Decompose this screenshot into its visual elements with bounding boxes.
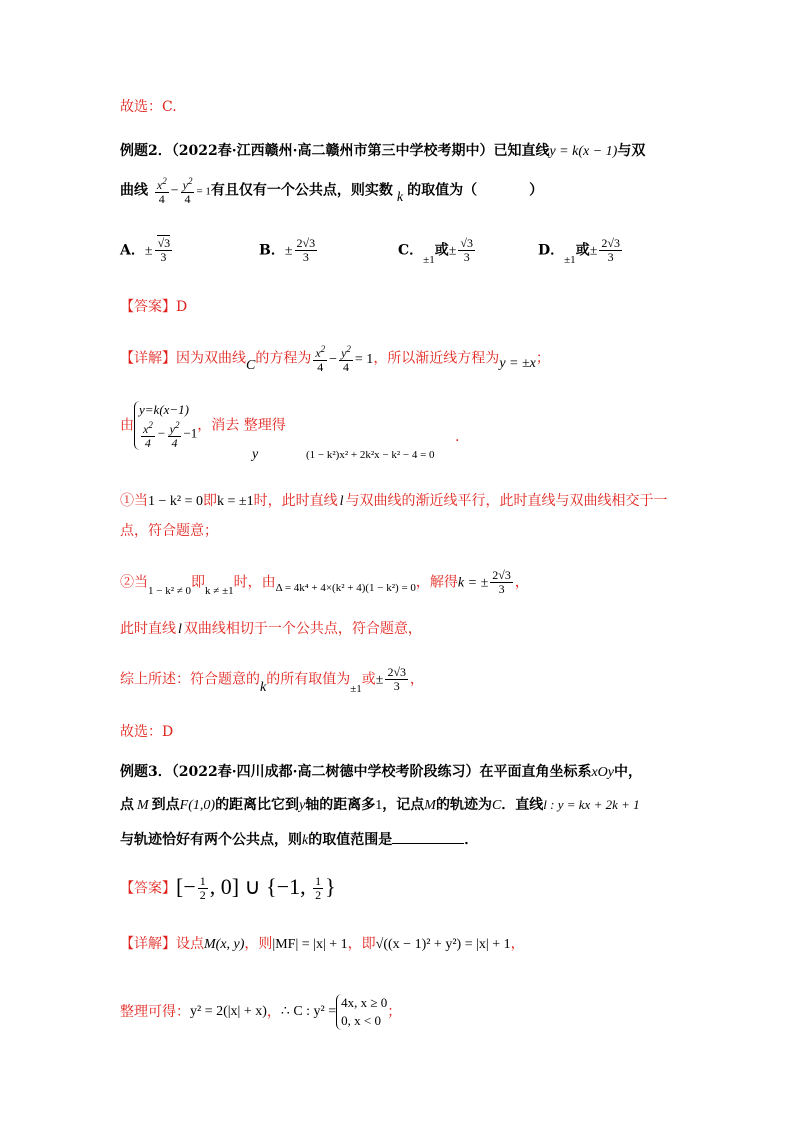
example2-line2: 曲线 $\frac{x^2}{4}$ − $\frac{y^2}{4}$ = 1有且仅有一个公共点，则实数 k 的取值为（ ） xyxy=(120,176,544,206)
case1-line2: 点，符合题意； xyxy=(120,523,218,539)
option-c[interactable]: C．$_{\pm 1}$或± $\frac{√3}{3}$ xyxy=(398,236,473,266)
equals-one: = 1 xyxy=(196,185,211,198)
answer-blank[interactable] xyxy=(392,829,464,844)
fraction-x2-4: $\frac{x^2}{4}$ xyxy=(156,176,167,206)
eliminated-var: y xyxy=(252,447,259,462)
summary-line: 综上所述：符合题意的k的所有取值为$_{\pm 1}$或± $\frac{2√3}{3}$ ， xyxy=(120,665,425,695)
case2-line: ②当$_{1 - k^2 \ne 0}$即$_{k \ne \pm 1}$时，由$_{\Delta = 4k^4 + 4\times(k^2 + 4)(1 - k^2) = 0}$，解得k = ± $\frac{2√3}{3}$ ， xyxy=(120,568,529,597)
detail-line2: 由 y=k(x−1) $\frac{x^2}{4}$ − $\frac{y^2}{4}$ −1 ，消去 整理得 xyxy=(120,402,286,450)
example3-line2: 点 M 到点F(1,0)的距离比它到y轴的距离多1，记点M的轨迹为C．直线l : y = kx + 2k + 1 xyxy=(120,797,640,813)
answer-label: 【答案】D xyxy=(120,299,188,315)
text: 的取值为（ xyxy=(407,182,478,199)
equation-system: y=k(x−1) $\frac{x^2}{4}$ − $\frac{y^2}{4}$ −1 xyxy=(134,401,197,450)
detail3-line1: 【详解】设点M(x, y)，则|MF| = |x| + 1，即√((x − 1)² + y²) = |x| + 1， xyxy=(120,936,525,952)
text: ） xyxy=(529,182,544,199)
option-a[interactable]: A．± $\frac{√3}{3}$ xyxy=(120,236,171,264)
example2-line1 xyxy=(120,141,645,162)
text-conclusion-c: 故选：C. xyxy=(120,99,177,115)
quadratic-equation: (1 − k²)x² + 2k²x − k² − 4 = 0 xyxy=(306,449,435,461)
fraction-y2-4: $\frac{y^2}{4}$ xyxy=(182,176,193,206)
answer2-line: 【答案】[− $\frac{1}{2}$ , 0] ∪ {−1, $\frac{1}{2}$ } xyxy=(120,873,336,902)
example2-text: 与双 xyxy=(617,143,646,159)
line-equation: y = k(x − 1) xyxy=(549,144,618,159)
case1-line: ①当1 − k² = 0即k = ±1时，此时直线 l 与双曲线的渐近线平行，此时直线与双曲线相交于一 xyxy=(120,493,668,509)
var-k: k xyxy=(396,189,404,205)
range-answer: [− $\frac{1}{2}$ , 0] ∪ {−1, $\frac{1}{2}$ } xyxy=(176,873,336,902)
piecewise: 4x, x ≥ 0 0, x < 0 xyxy=(336,994,387,1030)
detail-line1: 【详解】因为双曲线C的方程为 $\frac{x^2}{4}$ − $\frac{y^2}{4}$ = 1，所以渐近线方程为y = ±x； xyxy=(120,344,550,374)
period: . xyxy=(455,429,460,445)
option-b[interactable]: B．± $\frac{2√3}{3}$ xyxy=(259,236,316,264)
text: 有且仅有一个公共点，则实数 xyxy=(210,182,393,199)
example3-line1: 例题3．（2022春·四川成都·高二树德中学校考阶段练习）在平面直角坐标系xOy中， xyxy=(120,764,642,780)
tangent-line: 此时直线 l 双曲线相切于一个公共点，符合题意， xyxy=(120,621,422,637)
text: 曲线 xyxy=(120,182,148,199)
detail3-line2: 整理可得：y² = 2(|x| + x)，∴ C : y² = 4x, x ≥ 0 0, x < 0 ； xyxy=(120,995,402,1028)
example2-title: 例题2．（2022春·江西赣州·高二赣州市第三中学校考期中）已知直线 xyxy=(120,143,550,159)
example3-line3: 与轨迹恰好有两个公共点，则k的取值范围是 ． xyxy=(120,829,478,851)
answer-choice-d: 故选：D xyxy=(120,724,174,740)
answer-choice-c xyxy=(120,97,177,117)
option-d[interactable]: D．$_{\pm 1}$或± $\frac{2√3}{3}$ xyxy=(538,236,620,266)
